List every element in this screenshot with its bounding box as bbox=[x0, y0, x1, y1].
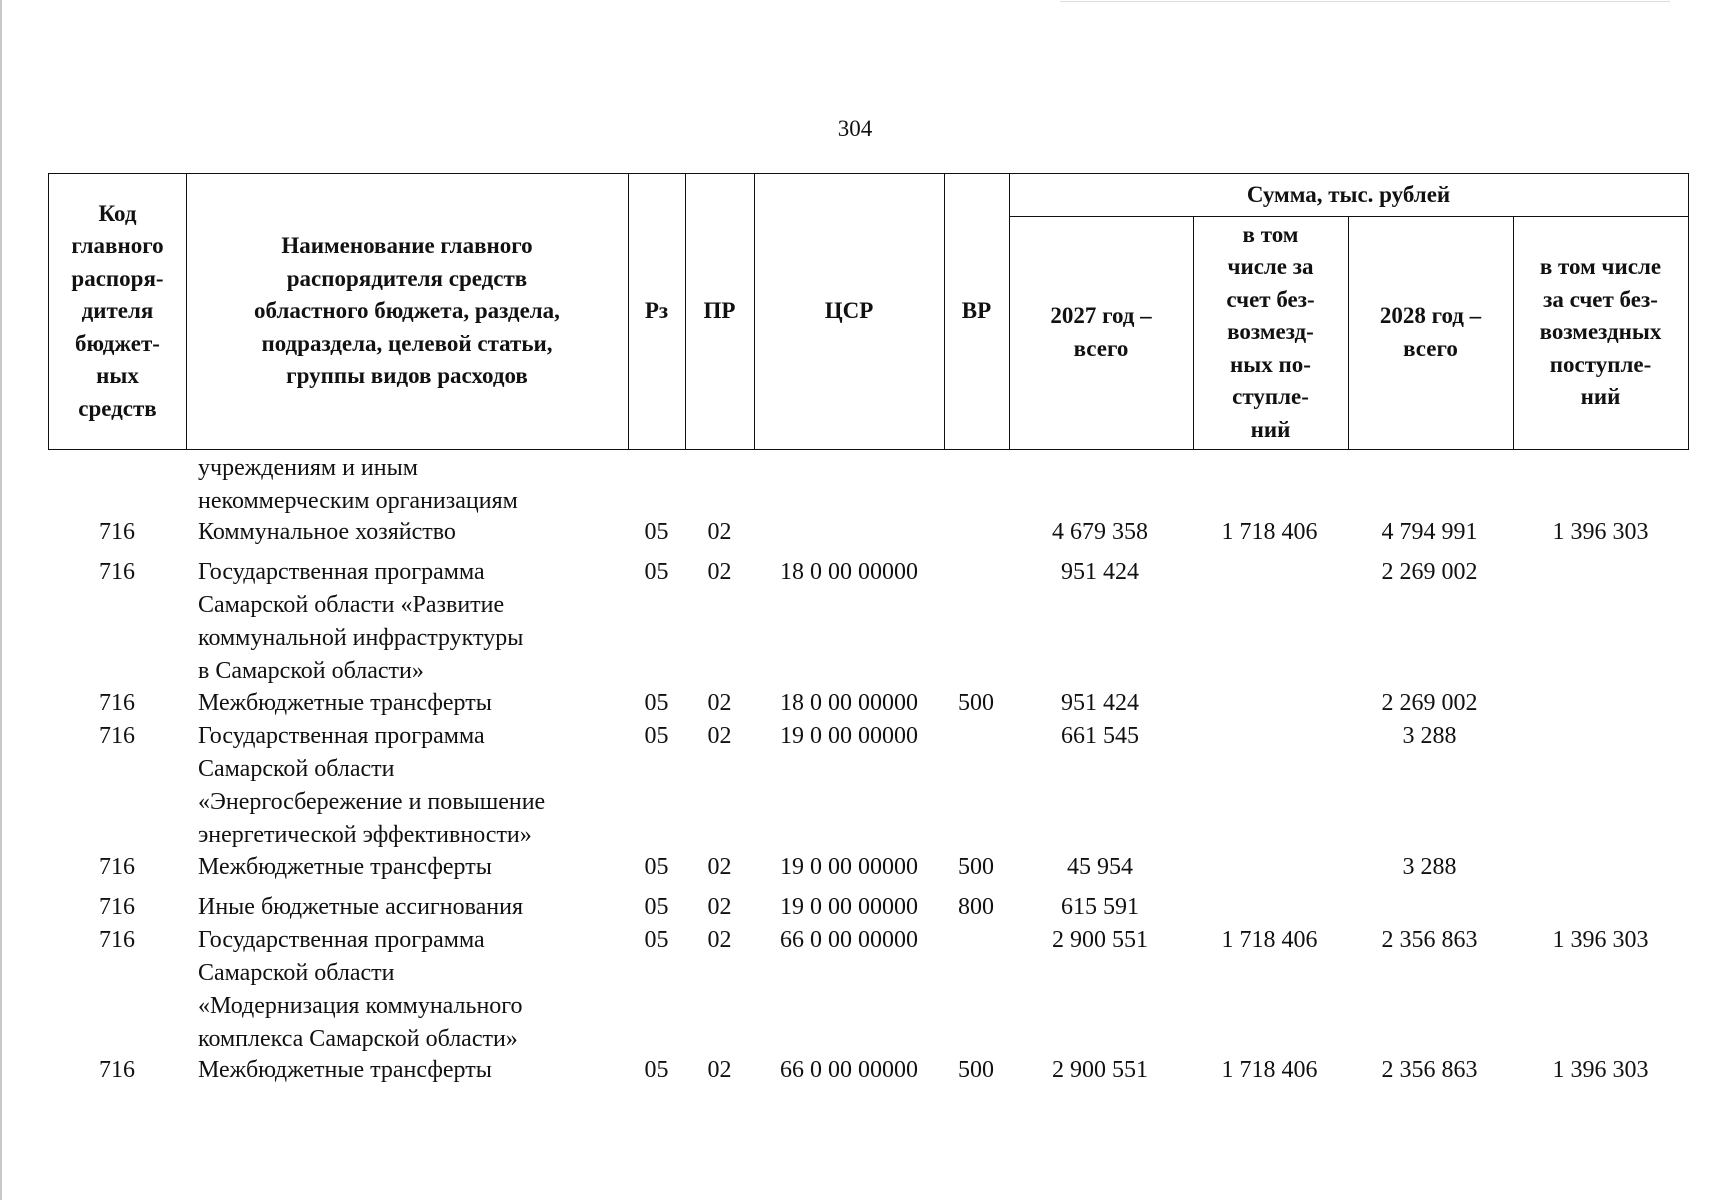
header-free-2028: в том числе за счет без- возмездных поступле- ний bbox=[1539, 254, 1662, 410]
row-total-2028: 2 269 002 bbox=[1381, 690, 1478, 716]
page-number: 304 bbox=[837, 116, 873, 141]
row-free-2028: 1 396 303 bbox=[1552, 519, 1649, 545]
row-total-2028: 3 288 bbox=[1402, 723, 1457, 749]
row-code: 716 bbox=[99, 854, 135, 880]
row-csr: 66 0 00 00000 bbox=[780, 927, 918, 953]
scan-edge bbox=[1060, 1, 1670, 2]
row-rz: 05 bbox=[644, 1057, 669, 1083]
row-name-line: Государственная программа bbox=[198, 927, 485, 953]
row-rz: 05 bbox=[644, 723, 669, 749]
row-total-2027: 951 424 bbox=[1061, 690, 1139, 716]
row-csr: 18 0 00 00000 bbox=[780, 559, 918, 585]
header-vr: ВР bbox=[961, 298, 992, 324]
row-code: 716 bbox=[99, 690, 135, 716]
row-name-line: «Энергосбережение и повышение bbox=[198, 789, 546, 815]
row-name-line: коммунальной инфраструктуры bbox=[198, 625, 524, 651]
row-rz: 05 bbox=[644, 519, 669, 545]
row-total-2028: 2 356 863 bbox=[1381, 1057, 1478, 1083]
table-header bbox=[48, 173, 1689, 450]
row-csr: 19 0 00 00000 bbox=[780, 894, 918, 920]
row-free-2027: 1 718 406 bbox=[1221, 1057, 1318, 1083]
row-name-line: Иные бюджетные ассигнования bbox=[198, 894, 523, 920]
row-total-2028: 2 269 002 bbox=[1381, 559, 1478, 585]
row-name-line: комплекса Самарской области» bbox=[198, 1026, 518, 1052]
header-rz: Рз bbox=[644, 298, 669, 324]
row-pr: 02 bbox=[707, 854, 732, 880]
row-name-line: учреждениям и иным bbox=[198, 455, 418, 481]
row-total-2027: 4 679 358 bbox=[1052, 519, 1148, 545]
row-pr: 02 bbox=[707, 559, 732, 585]
header-name: Наименование главного распорядителя средств областного бюджета, раздела, подраздела, целевой статьи, группы видов расходов bbox=[254, 233, 560, 389]
header-pr: ПР bbox=[703, 298, 736, 324]
row-vr: 500 bbox=[958, 690, 994, 716]
row-csr: 18 0 00 00000 bbox=[780, 690, 918, 716]
row-pr: 02 bbox=[707, 927, 732, 953]
row-pr: 02 bbox=[707, 894, 732, 920]
row-total-2027: 661 545 bbox=[1061, 723, 1139, 749]
row-code: 716 bbox=[99, 927, 135, 953]
row-vr: 800 bbox=[958, 894, 994, 920]
row-name-line: в Самарской области» bbox=[198, 658, 424, 684]
row-name-line: Самарской области «Развитие bbox=[198, 592, 505, 618]
row-name-line: некоммерческим организациям bbox=[198, 488, 518, 514]
row-pr: 02 bbox=[707, 690, 732, 716]
row-pr: 02 bbox=[707, 1057, 732, 1083]
row-rz: 05 bbox=[644, 894, 669, 920]
row-name-line: Самарской области bbox=[198, 960, 395, 986]
row-rz: 05 bbox=[644, 927, 669, 953]
header-free-2027: в том числе за счет без- возмезд- ных по- ступле- ний bbox=[1226, 221, 1315, 442]
row-total-2027: 2 900 551 bbox=[1052, 1057, 1148, 1083]
row-total-2028: 2 356 863 bbox=[1381, 927, 1478, 953]
row-code: 716 bbox=[99, 894, 135, 920]
row-free-2027: 1 718 406 bbox=[1221, 519, 1318, 545]
row-free-2028: 1 396 303 bbox=[1552, 927, 1649, 953]
row-csr: 19 0 00 00000 bbox=[780, 854, 918, 880]
row-name-line: Государственная программа bbox=[198, 559, 485, 585]
row-name-line: энергетической эффективности» bbox=[198, 822, 532, 848]
row-total-2027: 615 591 bbox=[1061, 894, 1139, 920]
row-code: 716 bbox=[99, 723, 135, 749]
row-free-2027: 1 718 406 bbox=[1221, 927, 1318, 953]
row-free-2028: 1 396 303 bbox=[1552, 1057, 1649, 1083]
row-total-2027: 45 954 bbox=[1067, 854, 1133, 880]
row-code: 716 bbox=[99, 519, 135, 545]
row-pr: 02 bbox=[707, 519, 732, 545]
row-total-2027: 2 900 551 bbox=[1052, 927, 1148, 953]
row-rz: 05 bbox=[644, 690, 669, 716]
row-name-line: Межбюджетные трансферты bbox=[198, 854, 492, 880]
row-code: 716 bbox=[99, 559, 135, 585]
header-csr: ЦСР bbox=[824, 298, 874, 324]
row-total-2028: 4 794 991 bbox=[1381, 519, 1478, 545]
row-code: 716 bbox=[99, 1057, 135, 1083]
row-csr: 66 0 00 00000 bbox=[780, 1057, 918, 1083]
row-rz: 05 bbox=[644, 854, 669, 880]
row-total-2027: 951 424 bbox=[1061, 559, 1139, 585]
header-total-2027: 2027 год – всего bbox=[1050, 303, 1152, 361]
row-name-line: Государственная программа bbox=[198, 723, 485, 749]
row-rz: 05 bbox=[644, 559, 669, 585]
row-vr: 500 bbox=[958, 1057, 994, 1083]
row-total-2028: 3 288 bbox=[1402, 854, 1457, 880]
row-name-line: Коммунальное хозяйство bbox=[198, 519, 456, 545]
row-pr: 02 bbox=[707, 723, 732, 749]
row-name-line: «Модернизация коммунального bbox=[198, 993, 523, 1019]
row-csr: 19 0 00 00000 bbox=[780, 723, 918, 749]
row-vr: 500 bbox=[958, 854, 994, 880]
header-code: Код главного распоря- дителя бюджет- ных средств bbox=[71, 200, 164, 421]
header-total-2028: 2028 год – всего bbox=[1379, 303, 1482, 361]
scan-edge bbox=[0, 0, 2, 1200]
row-name-line: Самарской области bbox=[198, 756, 395, 782]
row-name-line: Межбюджетные трансферты bbox=[198, 690, 492, 716]
header-sum: Сумма, тыс. рублей bbox=[1246, 181, 1451, 207]
row-name-line: Межбюджетные трансферты bbox=[198, 1057, 492, 1083]
